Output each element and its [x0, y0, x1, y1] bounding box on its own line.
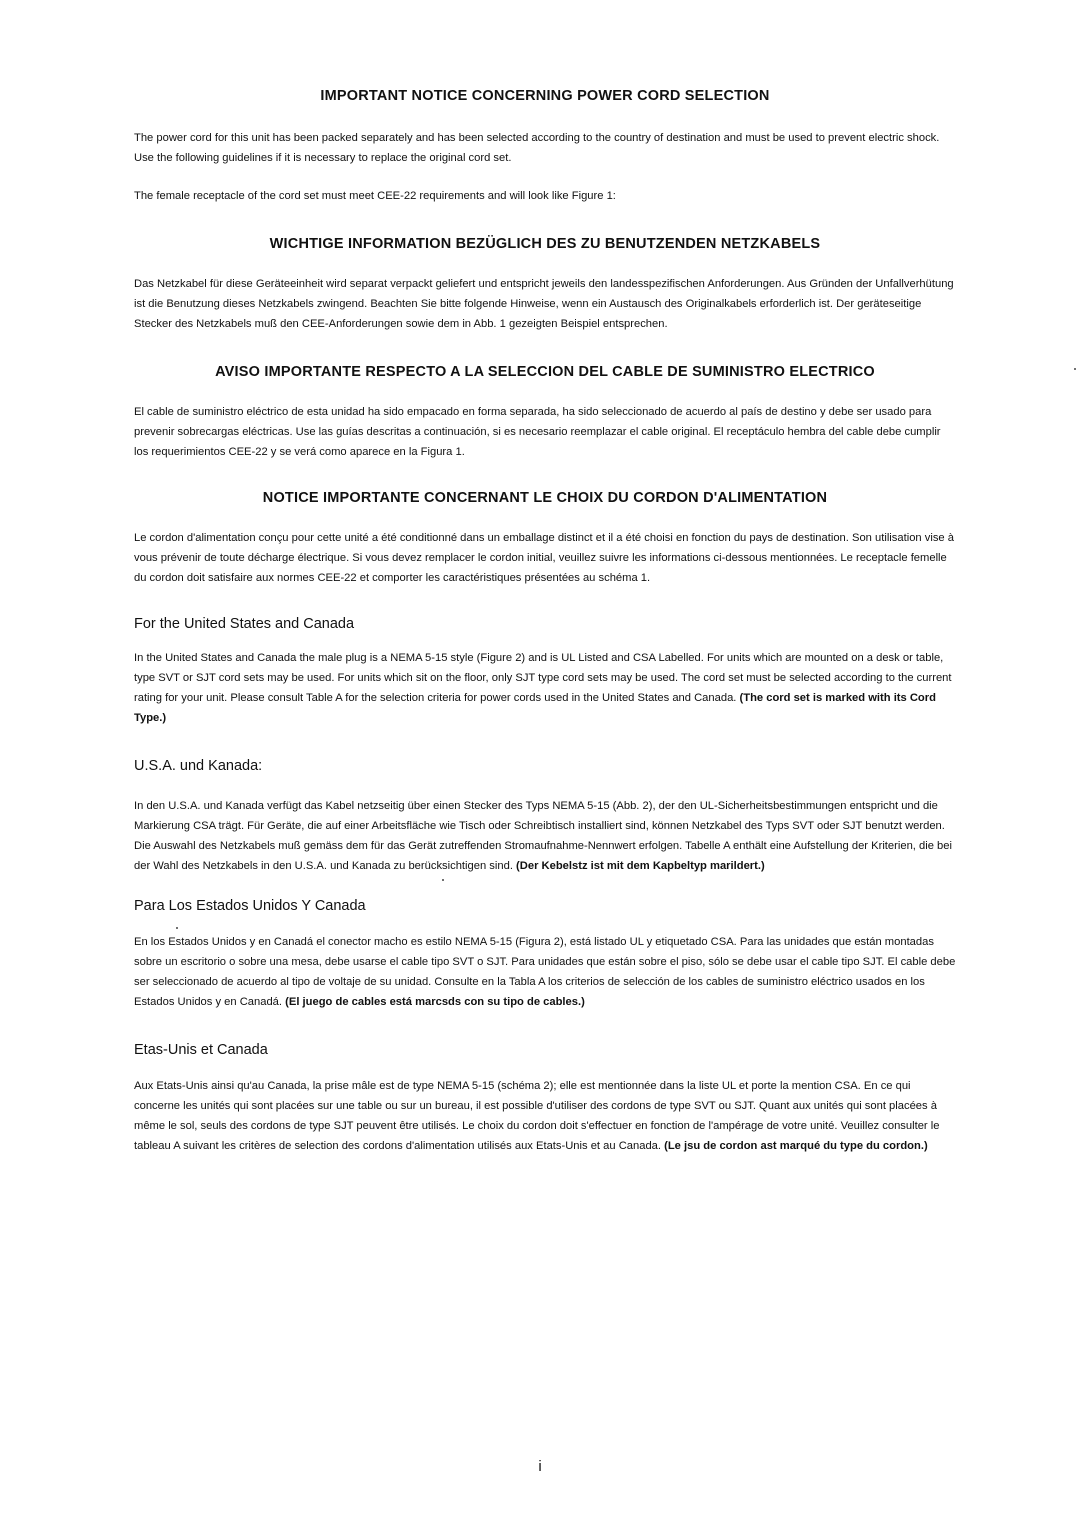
scan-speck [442, 879, 444, 881]
paragraph-etats-unis-note: (Le jsu de cordon ast marqué du type du cordon.) [664, 1140, 928, 1152]
paragraph-en-2: The female receptacle of the cord set must meet CEE-22 requirements and will look like Figure 1: [134, 190, 616, 202]
paragraph-es-1: El cable de suministro eléctrico de esta unidad ha sido empacado en forma separada, ha sido seleccionado de acuerdo al país de destino y debe ser usado para prevenir sobrecargas eléctricas. Use las guías descritas a continuación, si es necesario reemplazar el cable original. El receptáculo hembra del cable debe cumplir los requerimientos CEE-22 y se verá como aparece en la Figura 1. [134, 406, 941, 458]
paragraph-de-1: Das Netzkabel für diese Geräteeinheit wird separat verpackt geliefert und entspricht jeweils den landesspezifischen Anforderungen. Aus Gründen der Unfallverhütung ist die Benutzung dieses Netzkabels zwingend. Beachten Sie bitte folgende Hinweise, wenn ein Austausch des Originalkabels erforderlich ist. Der geräteseitige Stecker des Netzkabels muß den CEE-Anforderungen sowie dem in Abb. 1 gezeigten Beispiel entsprechen. [134, 278, 954, 330]
heading-es: AVISO IMPORTANTE RESPECTO A LA SELECCION DEL CABLE DE SUMINISTRO ELECTRICO [215, 364, 875, 380]
paragraph-usa-kanada [134, 796, 956, 876]
paragraph-etats-unis [134, 1076, 956, 1156]
heading-fr: NOTICE IMPORTANTE CONCERNANT LE CHOIX DU CORDON D'ALIMENTATION [262, 490, 828, 506]
paragraph-us-ca [134, 648, 956, 728]
paragraph-estados-unidos [134, 932, 956, 1012]
heading-estados-unidos: Para Los Estados Unidos Y Canada [134, 898, 366, 914]
scan-speck [1074, 368, 1076, 370]
paragraph-estados-unidos-text: En los Estados Unidos y en Canadá el conector macho es estilo NEMA 5-15 (Figura 2), está listado UL y etiquetado CSA. Para las unidades que están montadas sobre un escritorio o sobre una mesa, debe usarse el cable tipo SVT o SJT. Para unidades que están sobre el piso, sólo se debe usar el cable tipo SJT. El cable debe ser seleccionado de acuerdo al tipo de voltaje de su unidad. Consulte en la Tabla A los criterios de selección de los cables de suministro eléctrico usados en los Estados Unidos y en Canadá. [134, 936, 956, 1008]
heading-de: WICHTIGE INFORMATION BEZÜGLICH DES ZU BENUTZENDEN NETZKABELS [269, 236, 821, 252]
heading-en: IMPORTANT NOTICE CONCERNING POWER CORD SELECTION [320, 88, 770, 104]
scan-speck [176, 927, 178, 929]
paragraph-us-ca-text: In the United States and Canada the male plug is a NEMA 5-15 style (Figure 2) and is UL Listed and CSA Labelled. For units which are mounted on a desk or table, type SVT or SJT cord sets may be used. For units which sit on the floor, only SJT type cord sets may be used. The cord set must be selected according to the current rating for your unit. Please consult Table A for the selection criteria for power cords used in the United States and Canada. [134, 652, 952, 704]
paragraph-us-ca-note: (The cord set is marked with its Cord Type.) [134, 692, 936, 724]
heading-us-ca: For the United States and Canada [134, 616, 355, 632]
paragraph-usa-kanada-text: In den U.S.A. und Kanada verfügt das Kabel netzseitig über einen Stecker des Typs NEMA 5-15 (Abb. 2), der den UL-Sicherheitsbestimmungen entspricht und die Markierung CSA trägt. Für Geräte, die auf einer Arbeitsfläche wie Tisch oder Schreibtisch installiert sind, können Netzkabel des Typs SVT oder SJT benutzt werden. Die Auswahl des Netzkabels muß gemäss dem für das Gerät zutreffenden Stromaufnahme-Nennwert erfolgen. Tabelle A enthält eine Aufstellung der Kriterien, die bei der Wahl des Netzkabels in den U.S.A. und Kanada zu berücksichtigen sind. [134, 800, 952, 872]
page-number: i [538, 1458, 542, 1475]
paragraph-en-1: The power cord for this unit has been packed separately and has been selected according to the country of destination and must be used to prevent electric shock. Use the following guidelines if it is necessary to replace the original cord set. [134, 132, 940, 164]
heading-etats-unis: Etas-Unis et Canada [134, 1042, 268, 1058]
paragraph-etats-unis-text: Aux Etats-Unis ainsi qu'au Canada, la prise mâle est de type NEMA 5-15 (schéma 2); elle est mentionnée dans la liste UL et porte la mention CSA. En ce qui concerne les unités qui sont placées sur une table ou sur un bureau, il est possible d'utiliser des cordons de type SVT ou SJT. Quant aux unités qui sont placées à même le sol, seuls des cordons de type SJT peuvent être utilisés. Le choix du cordon doit s'effectuer en fonction de l'ampérage de votre unité. Veuillez consulter le tableau A suivant les critères de selection des cordons d'alimentation utilisés aux Etats-Unis et au Canada. [134, 1080, 940, 1152]
heading-usa-kanada: U.S.A. und Kanada: [134, 758, 263, 774]
paragraph-estados-unidos-note: (El juego de cables está marcsds con su tipo de cables.) [285, 996, 585, 1008]
paragraph-usa-kanada-note: (Der Kebelstz ist mit dem Kapbeltyp marildert.) [516, 860, 765, 872]
document-page [134, 88, 956, 1178]
paragraph-fr-1: Le cordon d'alimentation conçu pour cette unité a été conditionné dans un emballage distinct et il a été choisi en fonction du pays de destination. Son utilisation vise à vous prévenir de toute décharge électrique. Si vous devez remplacer le cordon initial, veuillez suivre les informations ci-dessous mentionnées. Le receptacle femelle du cordon doit satisfaire aux normes CEE-22 et comporter les caractéristiques présentées au schéma 1. [134, 532, 954, 584]
